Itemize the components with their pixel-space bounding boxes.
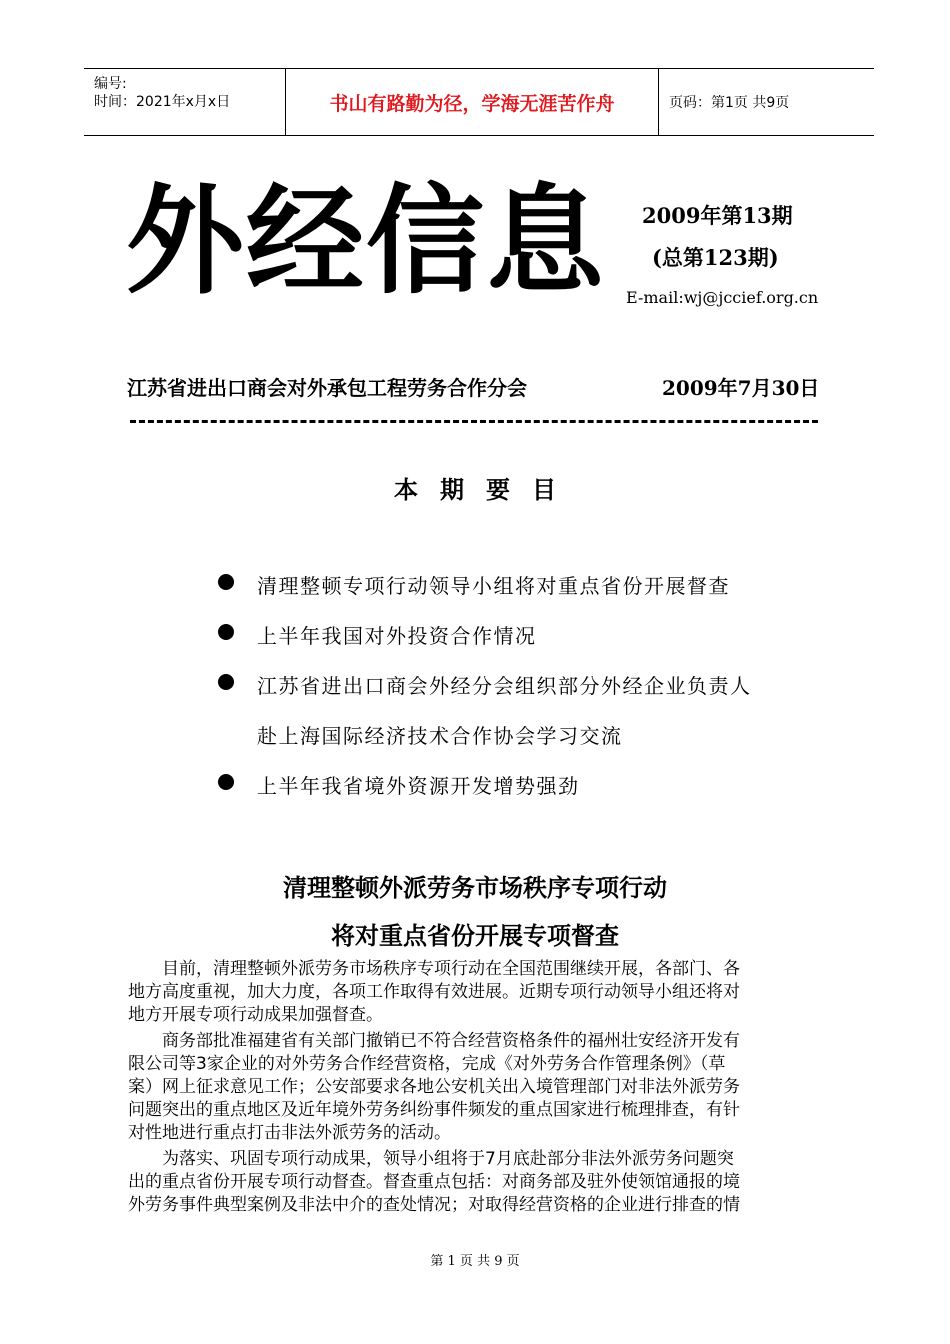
- toc-item: 上半年我国对外投资合作情况: [257, 624, 537, 648]
- paragraph-line: 目前，清理整顿外派劳务市场秩序专项行动在全国范围继续开展，各部门、各: [128, 959, 740, 979]
- masthead-title: 外经信息: [126, 172, 607, 310]
- bullet-icon: [218, 674, 234, 690]
- toc-title: 本期要目: [394, 475, 578, 504]
- article-title-line2: 将对重点省份开展专项督查: [331, 922, 619, 950]
- paragraph-line: 问题突出的重点地区及近年境外劳务纠纷事件频发的重点国家进行梳理排查，有针: [128, 1100, 740, 1120]
- number-label: 编号:: [94, 76, 127, 92]
- page-info: 页码：第1页 共9页: [669, 95, 790, 111]
- toc-item-continued: 赴上海国际经济技术合作协会学习交流: [257, 724, 623, 748]
- issue-total: (总第123期): [652, 245, 779, 270]
- paragraph-line: 地方高度重视，加大力度，各项工作取得有效进展。近期专项行动领导小组还将对: [128, 982, 740, 1002]
- article-title-line1: 清理整顿外派劳务市场秩序专项行动: [283, 874, 667, 902]
- paragraph-line: 商务部批准福建省有关部门撤销已不符合经营资格条件的福州壮安经济开发有: [128, 1031, 740, 1051]
- toc-item: 江苏省进出口商会外经分会组织部分外经企业负责人: [257, 674, 752, 698]
- organization: 江苏省进出口商会对外承包工程劳务合作分会: [127, 376, 527, 400]
- paragraph-line: 对性地进行重点打击非法外派劳务的活动。: [128, 1123, 451, 1143]
- paragraph-line: 限公司等3家企业的对外劳务合作经营资格，完成《对外劳务合作管理条例》（草: [128, 1054, 726, 1074]
- time-label: 时间：2021年x月x日: [94, 94, 231, 110]
- article-paragraph: [128, 1030, 833, 1145]
- paragraph-line: 外劳务事件典型案例及非法中介的查处情况；对取得经营资格的企业进行排查的情: [128, 1195, 740, 1215]
- page-footer: 第 1 页 共 9 页: [430, 1254, 520, 1269]
- bullet-icon: [218, 774, 234, 790]
- header-left-cell: [84, 69, 286, 135]
- header-table: [84, 68, 874, 136]
- paragraph-line: 地方开展专项行动成果加强督查。: [128, 1005, 383, 1025]
- dashed-divider: [130, 420, 818, 423]
- paragraph-line: 出的重点省份开展专项行动督查。督查重点包括：对商务部及驻外使领馆通报的境: [128, 1172, 740, 1192]
- paragraph-line: 为落实、巩固专项行动成果，领导小组将于7月底赴部分非法外派劳务问题突: [128, 1149, 734, 1169]
- article-paragraph: [128, 1148, 833, 1217]
- email: E-mail:wj@jccief.org.cn: [626, 288, 819, 307]
- issue-number: 2009年第13期: [642, 203, 793, 228]
- toc-item: 清理整顿专项行动领导小组将对重点省份开展督查: [257, 574, 730, 598]
- bullet-icon: [218, 624, 234, 640]
- motto: 书山有路勤为径，学海无涯苦作舟: [286, 69, 659, 135]
- toc-item: 上半年我省境外资源开发增势强劲: [257, 774, 580, 798]
- paragraph-line: 案）网上征求意见工作；公安部要求各地公安机关出入境管理部门对非法外派劳务: [128, 1077, 740, 1097]
- bullet-icon: [218, 574, 234, 590]
- publish-date: 2009年7月30日: [662, 376, 820, 400]
- article-paragraph: [128, 958, 833, 1027]
